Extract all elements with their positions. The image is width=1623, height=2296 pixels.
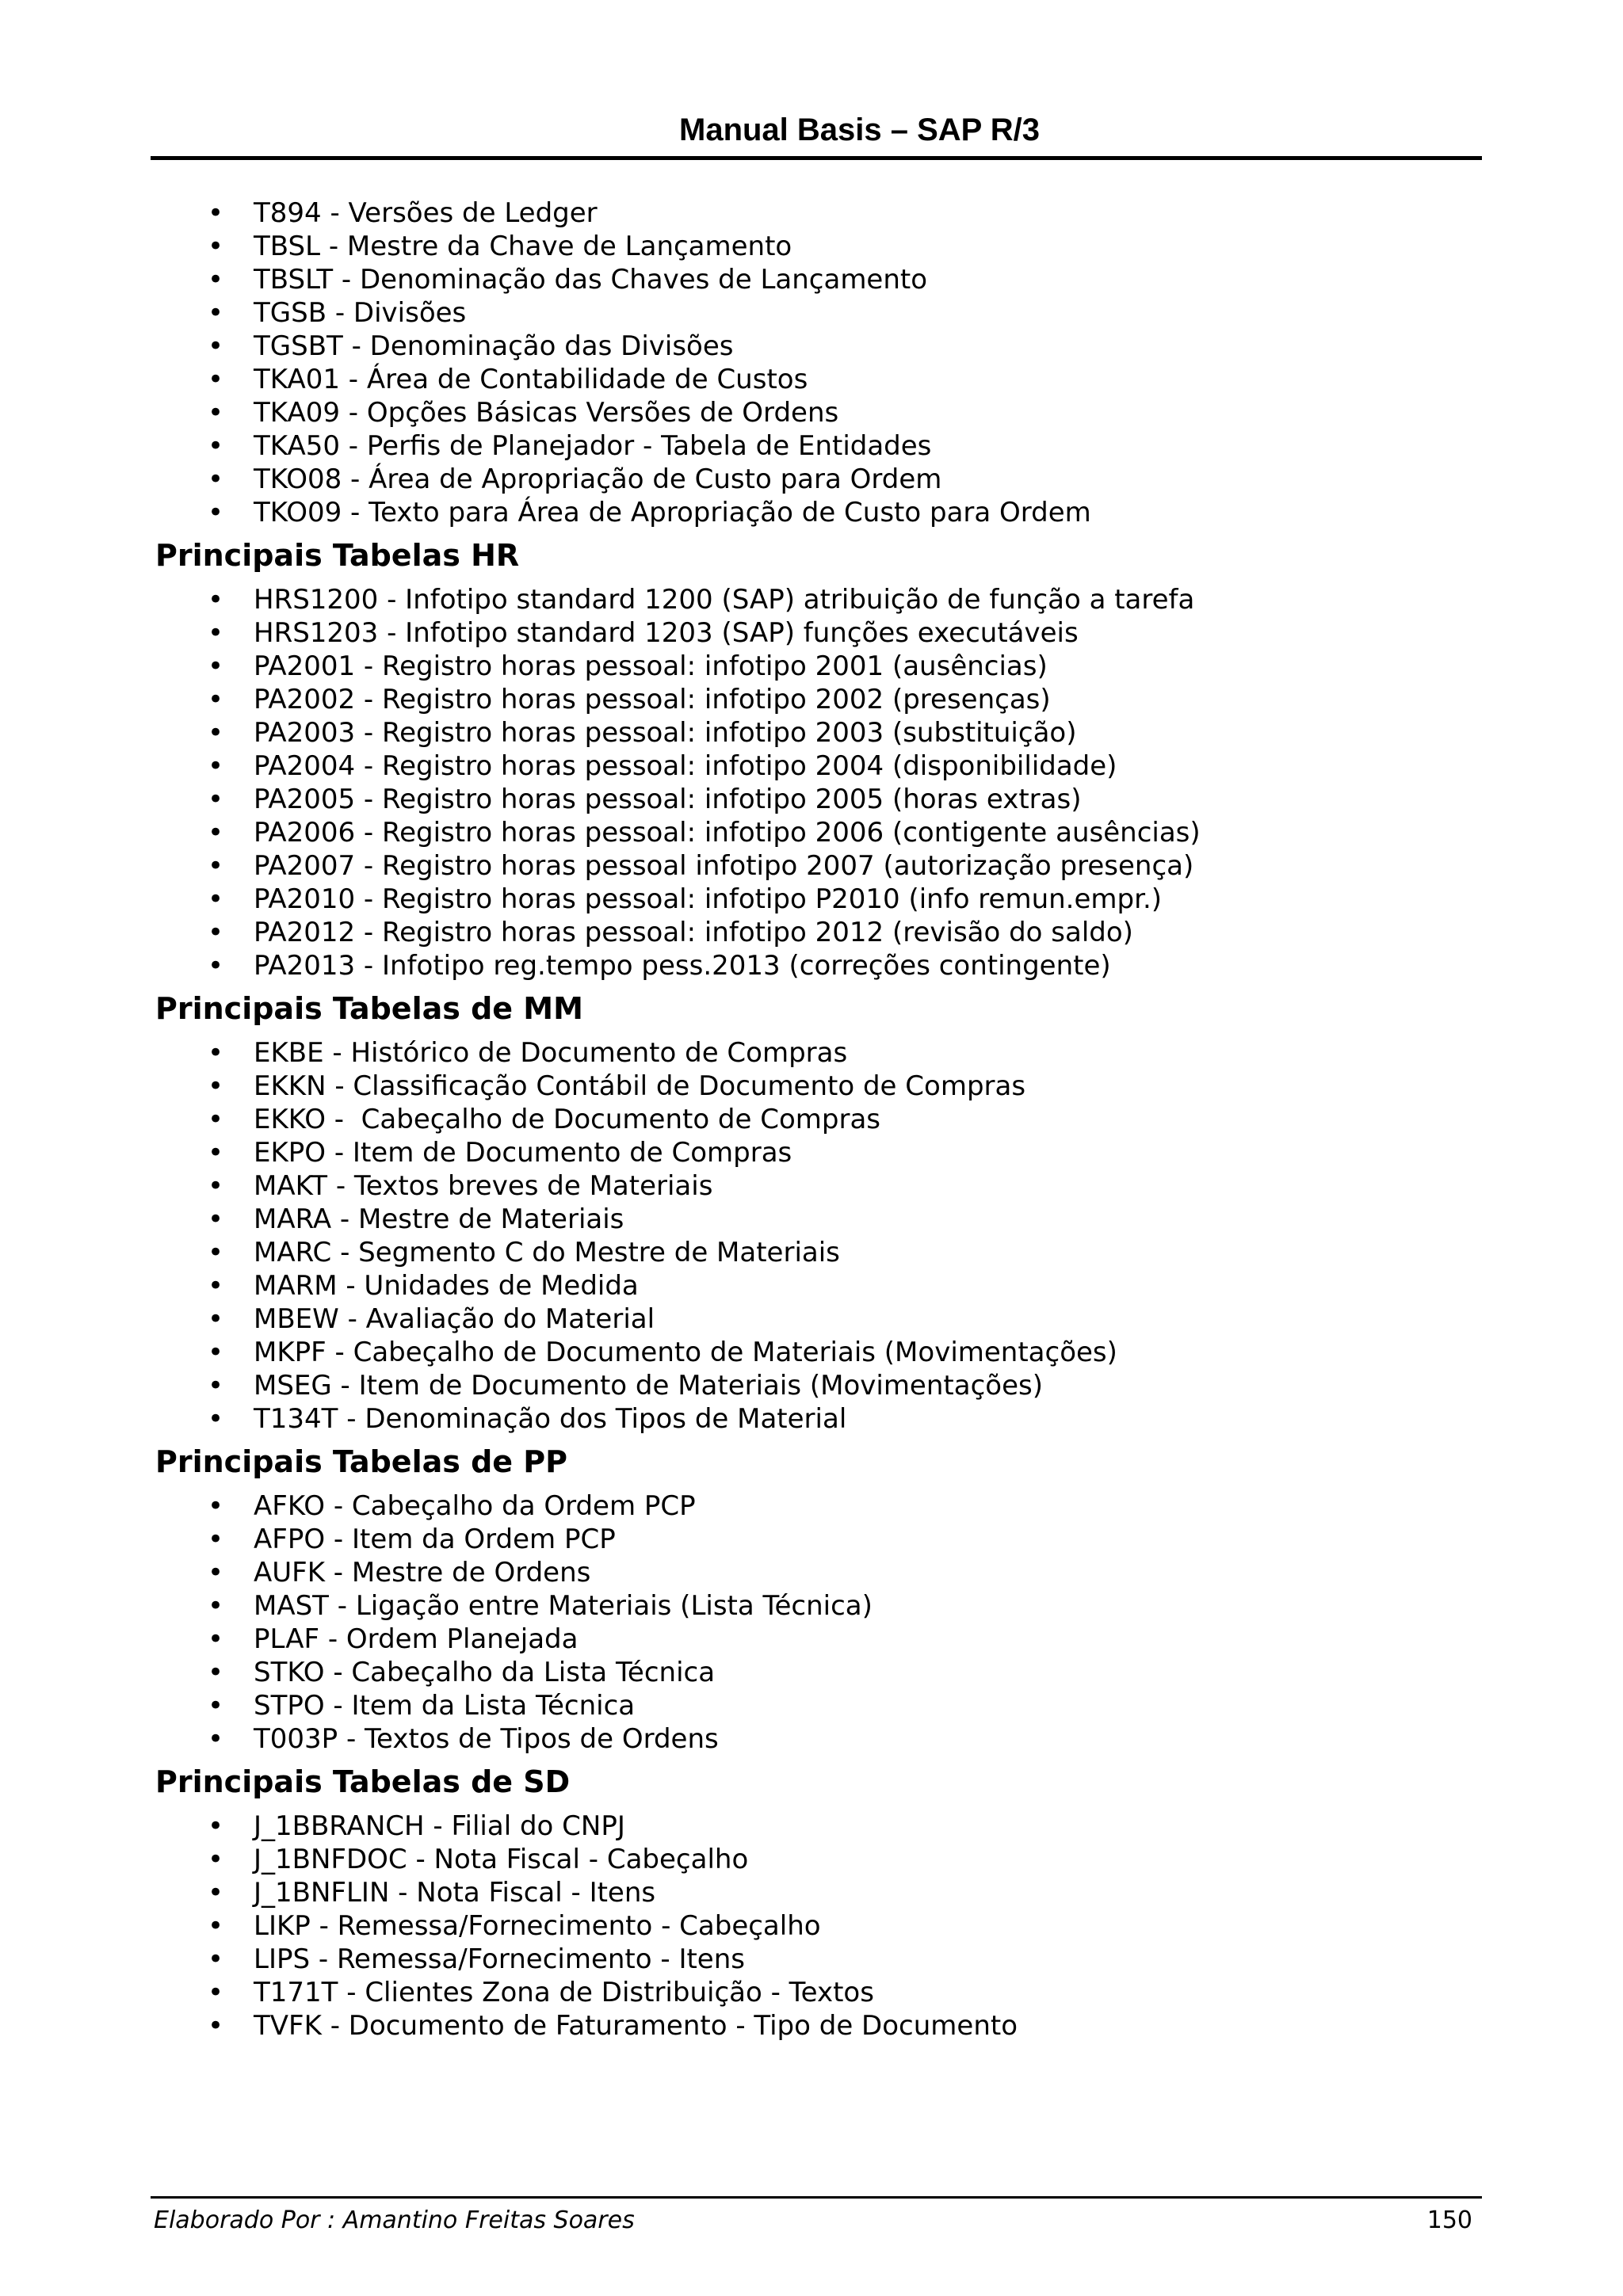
list-item: • J_1BBRANCH - Filial do CNPJ [208, 1810, 625, 1842]
page-footer [151, 2196, 1482, 2236]
page-number: 150 [1426, 2206, 1472, 2234]
bullet-icon: • [208, 1337, 224, 1368]
bullet-icon: • [208, 497, 224, 528]
list-item: • T003P - Textos de Tipos de Ordens [208, 1723, 719, 1755]
bullet-icon: • [208, 2010, 224, 2042]
list-item: • PLAF - Ordem Planejada [208, 1623, 579, 1655]
list-item: • PA2003 - Registro horas pessoal: infotipo 2003 (substituição) [208, 717, 1077, 749]
list-item: • PA2002 - Registro horas pessoal: infotipo 2002 (presenças) [208, 684, 1051, 715]
list-item: • MKPF - Cabeçalho de Documento de Materiais (Movimentações) [208, 1337, 1117, 1368]
bullet-icon: • [208, 1170, 224, 1202]
list-item: • PA2006 - Registro horas pessoal: infotipo 2006 (contigente ausências) [208, 817, 1201, 849]
bullet-icon: • [208, 1623, 224, 1655]
list-item: • TKA09 - Opções Básicas Versões de Ordens [208, 397, 839, 429]
bullet-icon: • [208, 1557, 224, 1589]
bullet-icon: • [208, 1910, 224, 1942]
list-item: • PA2012 - Registro horas pessoal: infotipo 2012 (revisão do saldo) [208, 917, 1133, 948]
list-item: • MAKT - Textos breves de Materiais [208, 1170, 713, 1202]
bullet-icon: • [208, 1070, 224, 1102]
bullet-icon: • [208, 617, 224, 649]
list-item: • TGSBT - Denominação das Divisões [208, 330, 734, 362]
list-item: • MARC - Segmento C do Mestre de Materiais [208, 1237, 840, 1268]
list-item: • AFKO - Cabeçalho da Ordem PCP [208, 1490, 696, 1522]
bullet-icon: • [208, 1723, 224, 1755]
bullet-icon: • [208, 1037, 224, 1069]
bullet-icon: • [208, 1203, 224, 1235]
list-item: • LIKP - Remessa/Fornecimento - Cabeçalho [208, 1910, 821, 1942]
page-content [0, 196, 1623, 2044]
bullet-icon: • [208, 1370, 224, 1402]
page-header-title: Manual Basis – SAP R/3 [679, 113, 1040, 147]
bullet-icon: • [208, 1303, 224, 1335]
list-item: • EKBE - Histórico de Documento de Compras [208, 1037, 848, 1069]
bullet-icon: • [208, 717, 224, 749]
list-item: • PA2005 - Registro horas pessoal: infotipo 2005 (horas extras) [208, 784, 1082, 815]
bullet-icon: • [208, 264, 224, 296]
list-item: • LIPS - Remessa/Fornecimento - Itens [208, 1943, 745, 1975]
list-item: • TGSB - Divisões [208, 297, 467, 329]
bullet-icon: • [208, 1844, 224, 1875]
bullet-icon: • [208, 1977, 224, 2008]
bullet-icon: • [208, 1590, 224, 1622]
list-item: • TKO08 - Área de Apropriação de Custo para Ordem [208, 463, 942, 495]
bullet-icon: • [208, 850, 224, 882]
section-heading-sd: Principais Tabelas de SD [155, 1764, 571, 1799]
list-item: • EKKO - Cabeçalho de Documento de Compras [208, 1104, 881, 1135]
bullet-icon: • [208, 430, 224, 462]
list-item: • T894 - Versões de Ledger [208, 197, 598, 229]
page-header [151, 111, 1482, 160]
hr-table-list [0, 583, 1623, 982]
sd-table-list [0, 1810, 1623, 2042]
list-item: • TKA01 - Área de Contabilidade de Custos [208, 364, 808, 395]
list-item: • J_1BNFLIN - Nota Fiscal - Itens [208, 1877, 656, 1909]
list-item: • PA2001 - Registro horas pessoal: infotipo 2001 (ausências) [208, 650, 1048, 682]
list-item: • T134T - Denominação dos Tipos de Material [208, 1403, 847, 1435]
bullet-icon: • [208, 1104, 224, 1135]
list-item: • MBEW - Avaliação do Material [208, 1303, 655, 1335]
bullet-icon: • [208, 684, 224, 715]
list-item: • TBSLT - Denominação das Chaves de Lançamento [208, 264, 928, 296]
list-item: • TKA50 - Perfis de Planejador - Tabela de Entidades [208, 430, 932, 462]
pp-table-list [0, 1489, 1623, 1756]
list-item: • MARA - Mestre de Materiais [208, 1203, 624, 1235]
list-item: • PA2007 - Registro horas pessoal infotipo 2007 (autorização presença) [208, 850, 1194, 882]
bullet-icon: • [208, 1810, 224, 1842]
bullet-icon: • [208, 463, 224, 495]
list-item: • HRS1203 - Infotipo standard 1203 (SAP) funções executáveis [208, 617, 1079, 649]
bullet-icon: • [208, 1490, 224, 1522]
bullet-icon: • [208, 1657, 224, 1688]
bullet-icon: • [208, 917, 224, 948]
section-heading-pp: Principais Tabelas de PP [155, 1444, 567, 1479]
list-item: • TVFK - Documento de Faturamento - Tipo de Documento [208, 2010, 1018, 2042]
list-item: • STKO - Cabeçalho da Lista Técnica [208, 1657, 716, 1688]
bullet-icon: • [208, 397, 224, 429]
bullet-icon: • [208, 1270, 224, 1302]
bullet-icon: • [208, 1943, 224, 1975]
bullet-icon: • [208, 1137, 224, 1169]
bullet-icon: • [208, 330, 224, 362]
bullet-icon: • [208, 1237, 224, 1268]
list-item: • HRS1200 - Infotipo standard 1200 (SAP) atribuição de função a tarefa [208, 584, 1195, 616]
list-item: • EKPO - Item de Documento de Compras [208, 1137, 792, 1169]
list-item: • AFPO - Item da Ordem PCP [208, 1524, 616, 1555]
list-item: • T171T - Clientes Zona de Distribuição - Textos [208, 1977, 874, 2008]
mm-table-list [0, 1036, 1623, 1436]
bullet-icon: • [208, 1690, 224, 1722]
footer-author: Elaborado Por : Amantino Freitas Soares [154, 2206, 635, 2234]
list-item: • PA2004 - Registro horas pessoal: infotipo 2004 (disponibilidade) [208, 750, 1117, 782]
list-item: • EKKN - Classificação Contábil de Documento de Compras [208, 1070, 1026, 1102]
bullet-icon: • [208, 650, 224, 682]
bullet-icon: • [208, 584, 224, 616]
section-heading-hr: Principais Tabelas HR [155, 538, 520, 573]
list-item: • AUFK - Mestre de Ordens [208, 1557, 591, 1589]
bullet-icon: • [208, 231, 224, 262]
fi-co-table-list [0, 196, 1623, 529]
section-heading-mm: Principais Tabelas de MM [155, 991, 583, 1026]
list-item: • PA2010 - Registro horas pessoal: infotipo P2010 (info remun.empr.) [208, 883, 1163, 915]
list-item: • J_1BNFDOC - Nota Fiscal - Cabeçalho [208, 1844, 749, 1875]
bullet-icon: • [208, 297, 224, 329]
list-item: • MSEG - Item de Documento de Materiais (Movimentações) [208, 1370, 1043, 1402]
bullet-icon: • [208, 364, 224, 395]
list-item: • TBSL - Mestre da Chave de Lançamento [208, 231, 792, 262]
list-item: • TKO09 - Texto para Área de Apropriação de Custo para Ordem [208, 497, 1091, 528]
bullet-icon: • [208, 1403, 224, 1435]
bullet-icon: • [208, 883, 224, 915]
list-item: • MAST - Ligação entre Materiais (Lista Técnica) [208, 1590, 873, 1622]
bullet-icon: • [208, 784, 224, 815]
list-item: • STPO - Item da Lista Técnica [208, 1690, 636, 1722]
bullet-icon: • [208, 1877, 224, 1909]
bullet-icon: • [208, 197, 224, 229]
bullet-icon: • [208, 950, 224, 982]
bullet-icon: • [208, 750, 224, 782]
list-item: • MARM - Unidades de Medida [208, 1270, 639, 1302]
list-item: • PA2013 - Infotipo reg.tempo pess.2013 (correções contingente) [208, 950, 1111, 982]
bullet-icon: • [208, 1524, 224, 1555]
bullet-icon: • [208, 817, 224, 849]
